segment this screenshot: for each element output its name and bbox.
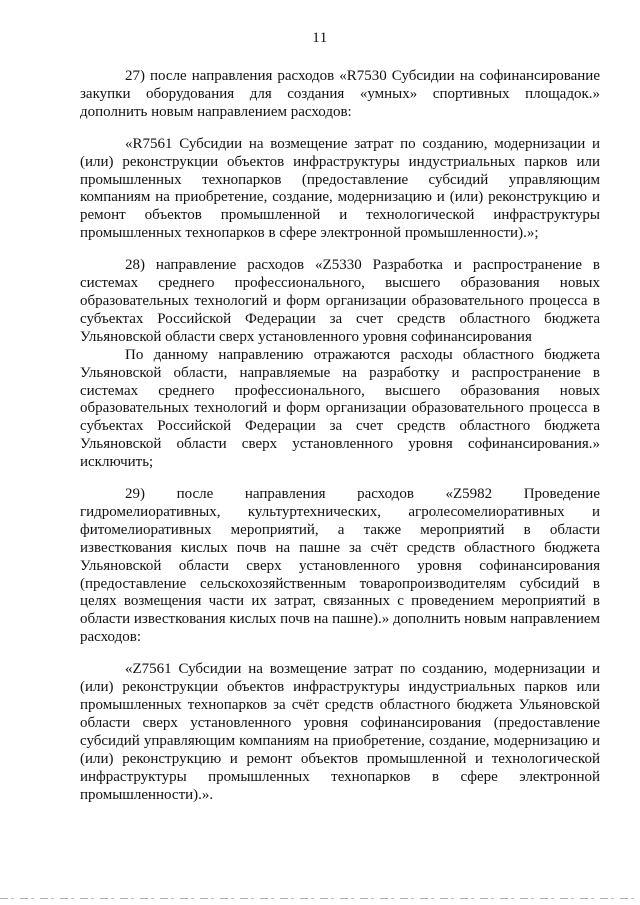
paragraph-item-28: 28) направление расходов «Z5330 Разработка и распространение в системах среднего профессионального, высшего образования новых образовательных технологий и форм организации образовательного процесса в субъектах Российской Федерации за счет средств областного бюджета Ульяновской области сверх установленного уровня софинансирования <box>80 257 600 345</box>
paragraph-item-28-description: По данному направлению отражаются расходы областного бюджета Ульяновской области, направляемые на разработку и распространение в системах среднего профессионального, высшего образования новых образовательных технологий и форм организации образовательного процесса в субъектах Российской Федерации за счет средств областного бюджета Ульяновской области сверх установленного уровня софинансирования.» исключить; <box>80 346 600 471</box>
paragraph-item-29: 29) после направления расходов «Z5982 Проведение гидромелиоративных, культуртехнических, агролесомелиоративных и фитомелиоративных мероприятий, а также мероприятий в области известкования кислых почв на пашне за счёт средств областного бюджета Ульяновской области сверх установленного уровня софинансирования (предоставление сельскохозяйственным товаропроизводителям субсидий в целях возмещения части их затрат, связанных с проведением мероприятий в области известкования кислых почв на пашне).» дополнить новым направлением расходов: <box>80 486 600 646</box>
scan-edge-divider <box>0 898 640 899</box>
paragraph-item-27: 27) после направления расходов «R7530 Субсидии на софинансирование закупки оборудования для создания «умных» спортивных площадок.» дополнить новым направлением расходов: <box>80 68 600 120</box>
document-body <box>80 68 600 804</box>
page-number: 11 <box>312 30 328 46</box>
paragraph-z7561: «Z7561 Субсидии на возмещение затрат по созданию, модернизации и (или) реконструкции объектов инфраструктуры индустриальных парков или промышленных технопарков за счёт средств областного бюджета Ульяновской области сверх установленного уровня софинансирования (предоставление субсидий управляющим компаниям на приобретение, создание, модернизацию и (или) реконструкцию и ремонт объектов промышленной и технологической инфраструктуры промышленных технопарков в сфере электронной промышленности).». <box>80 661 600 803</box>
paragraph-r7561: «R7561 Субсидии на возмещение затрат по созданию, модернизации и (или) реконструкции объектов инфраструктуры индустриальных парков или промышленных технопарков (предоставление субсидий управляющим компаниям на приобретение, создание, модернизацию и (или) реконструкцию и ремонт объектов промышленной и технологической инфраструктуры промышленных технопарков в сфере электронной промышленности).»; <box>80 135 600 242</box>
